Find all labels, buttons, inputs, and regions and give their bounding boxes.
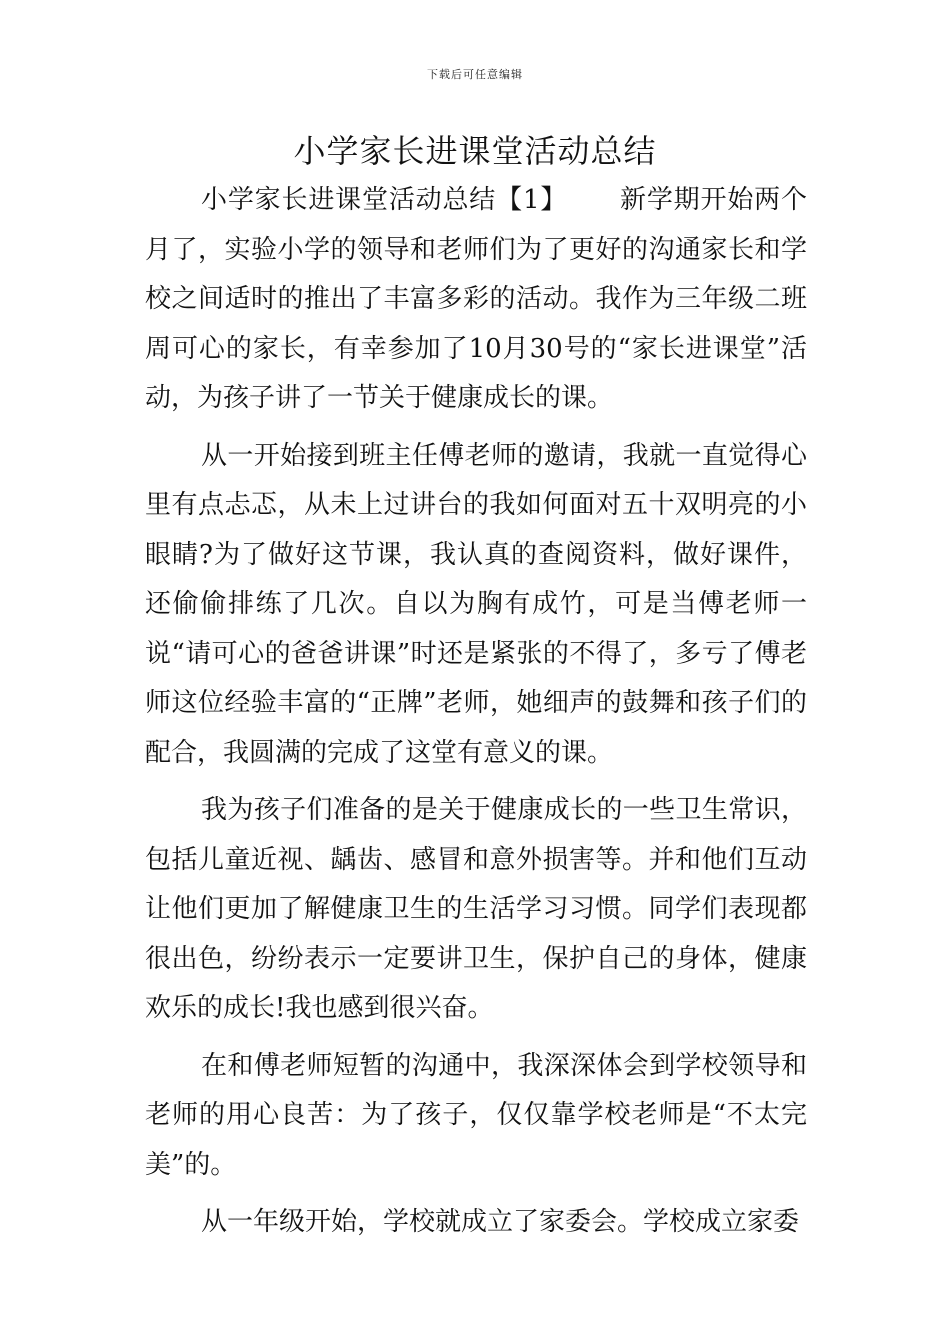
document-body — [145, 176, 807, 1248]
header-note: 下载后可任意编辑 — [427, 68, 523, 81]
paragraph-5: 从一年级开始，学校就成立了家委会。学校成立家委 — [201, 1207, 800, 1237]
paragraph-1-lead: 小学家长进课堂活动总结【1】 — [201, 185, 568, 215]
paragraph-1-text: 新学期开始两个月了，实验小学的领导和老师们为了更好的沟通家长和学校之间适时的推出了丰富多彩的活动。我作为三年级二班周可心的家长，有幸参加了10月30号的“家长进课堂”活动，为孩子讲了一节关于健康成长的课。 — [145, 185, 807, 413]
paragraph-2: 从一开始接到班主任傅老师的邀请，我就一直觉得心里有点忐忑，从未上过讲台的我如何面对五十双明亮的小眼睛?为了做好这节课，我认真的查阅资料，做好课件，还偷偷排练了几次。自以为胸有成竹，可是当傅老师一说“请可心的爸爸讲课”时还是紧张的不得了，多亏了傅老师这位经验丰富的“正牌”老师，她细声的鼓舞和孩子们的配合，我圆满的完成了这堂有意义的课。 — [145, 440, 807, 768]
paragraph-4: 在和傅老师短暂的沟通中，我深深体会到学校领导和老师的用心良苦：为了孩子，仅仅靠学校老师是“不太完美”的。 — [145, 1050, 807, 1180]
document-title: 小学家长进课堂活动总结 — [293, 132, 657, 170]
paragraph-3: 我为孩子们准备的是关于健康成长的一些卫生常识，包括儿童近视、龋齿、感冒和意外损害等。并和他们互动让他们更加了解健康卫生的生活学习习惯。同学们表现都很出色，纷纷表示一定要讲卫生，保护自己的身体，健康欢乐的成长!我也感到很兴奋。 — [145, 795, 807, 1023]
paragraph-1 — [145, 176, 807, 424]
